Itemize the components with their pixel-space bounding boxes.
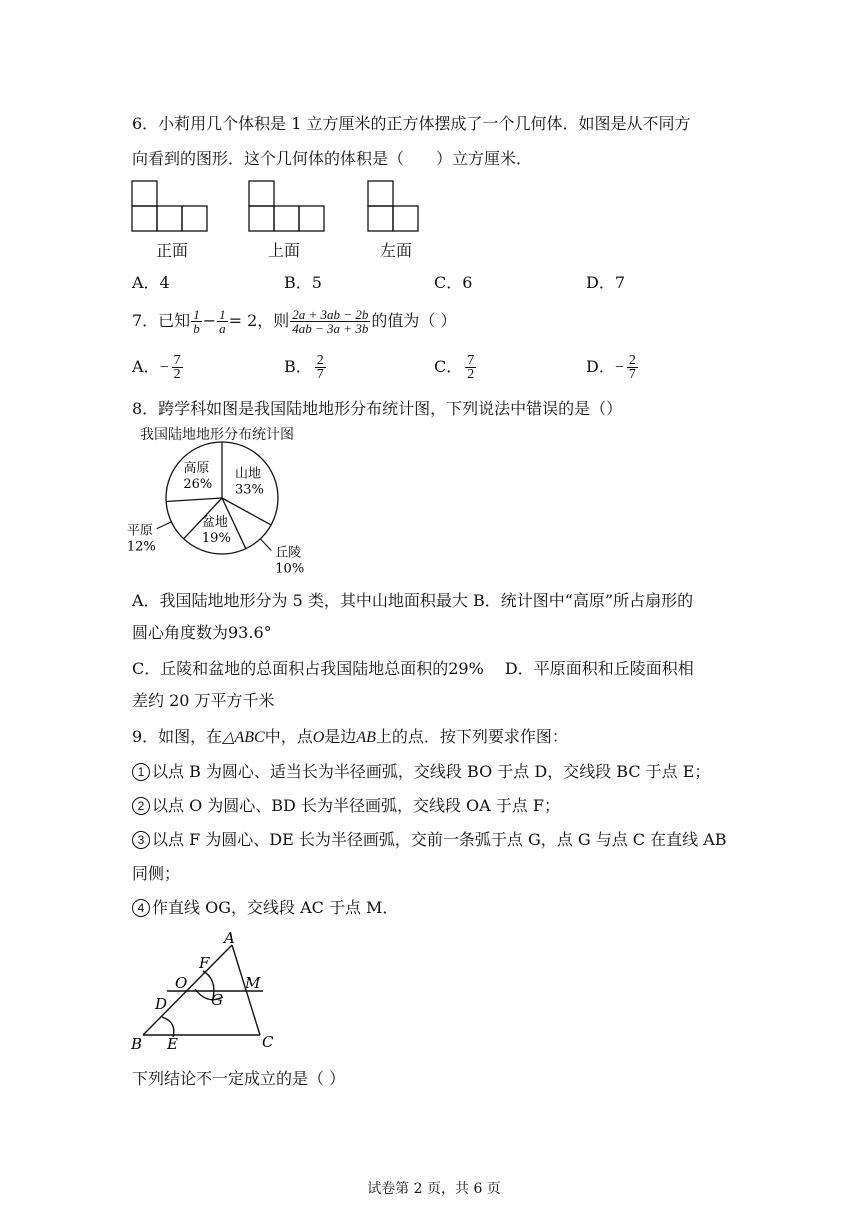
front-view-cell (132, 206, 157, 231)
q9-conclusion: 下列结论不一定成立的是（ ） (132, 1069, 346, 1088)
pie-slice-4-value: 26% (183, 476, 213, 492)
q6-views-figure (125, 175, 435, 237)
arc-de (162, 1017, 174, 1037)
q8-pie-chart (125, 440, 305, 590)
q7-stem (132, 306, 456, 336)
top-view-cell (299, 206, 324, 231)
q6-option-b: B．5 (284, 273, 322, 292)
q6-option-a: A．4 (132, 273, 170, 292)
front-view-cell (132, 181, 157, 206)
q8-option-cd-line1: C．丘陵和盆地的总面积占我国陆地总面积的29% D．平原面积和丘陵面积相 (132, 659, 694, 678)
label-m: M (245, 974, 261, 992)
q7-fraction-2: $\frac{1}{a}$ (219, 307, 226, 336)
q7-fraction-1: $\frac{1}{b}$ (193, 307, 200, 336)
label-c: C (262, 1033, 274, 1051)
label-a: A (224, 929, 235, 947)
pie-slice-2-value: 19% (201, 531, 231, 547)
top-view-label: 上面 (268, 241, 301, 260)
pie-slice-1-label: 丘陵 (275, 545, 302, 561)
q7-fraction-3: $\frac{2a + 3ab - 2b}{4ab - 3a + 3b}$ (292, 307, 369, 336)
label-e: E (167, 1035, 178, 1053)
q8-option-ab-line1: A．我国陆地地形分为 5 类，其中山地面积最大 B．统计图中“高原”所占扇形的 (132, 591, 694, 610)
page-footer: 试卷第 2 页，共 6 页 (367, 1181, 501, 1197)
label-g: G (211, 991, 223, 1009)
q7-prefix: 7．已知 (132, 311, 191, 330)
pie-slice-0-value: 33% (234, 482, 264, 498)
q8-stem: 8．跨学科如图是我国陆地地形分布统计图，下列说法中错误的是（） (132, 399, 623, 418)
q9-triangle-figure (125, 925, 285, 1055)
front-view-cell (157, 206, 182, 231)
label-b: B (131, 1035, 143, 1053)
q7-option-d: D．− $\frac{2}{7}$ (586, 353, 636, 382)
q9-step-2: 2 以点 O 为圆心、BD 长为半径画弧，交线段 OA 于点 F； (132, 795, 560, 817)
left-view-cell (368, 181, 393, 206)
q7-option-a: A．− $\frac{7}{2}$ (132, 353, 181, 382)
pie-slice-3-value: 12% (126, 539, 156, 555)
q6-stem-line2: 向看到的图形．这个几何体的体积是（ ）立方厘米． (132, 149, 533, 168)
q7-option-c: C． $\frac{7}{2}$ (434, 353, 475, 382)
label-f: F (199, 954, 210, 972)
pie-slice-3-leader (157, 522, 171, 529)
pie-slice-1-boundary (222, 498, 271, 525)
q7-equals: = 2，则 (228, 311, 290, 330)
top-view-cell (249, 206, 274, 231)
q6-option-c: C．6 (434, 273, 473, 292)
q7-option-b: B． $\frac{2}{7}$ (284, 353, 324, 382)
q8-option-ab-line2: 圆心角度数为93.6° (132, 623, 272, 642)
pie-slice-4-boundary (166, 498, 222, 502)
label-d: D (155, 995, 168, 1013)
q8-chart-title: 我国陆地地形分布统计图 (140, 427, 294, 443)
pie-slice-0-label: 山地 (234, 466, 261, 482)
pie-slice-1-value: 10% (275, 561, 305, 577)
q7-suffix: 的值为（ ） (371, 311, 457, 330)
q6-stem-line1: 6．小莉用几个体积是 1 立方厘米的正方体摆成了一个几何体．如图是从不同方 (132, 114, 691, 133)
side-ab (143, 945, 232, 1035)
left-view-cell (368, 206, 393, 231)
pie-slice-4-label: 高原 (183, 460, 210, 476)
left-view-cell (393, 206, 418, 231)
q9-step-1: 1 以点 B 为圆心、适当长为半径画弧，交线段 BO 于点 D，交线段 BC 于点 E； (132, 761, 710, 783)
q6-option-d: D．7 (586, 273, 626, 292)
q8-option-cd-line2: 差约 20 万平方千米 (132, 691, 275, 710)
q9-step-3-cont: 同侧； (132, 864, 181, 883)
left-view-label: 左面 (380, 241, 413, 260)
pie-slice-1-leader (260, 539, 271, 551)
top-view-cell (249, 181, 274, 206)
front-view-cell (182, 206, 207, 231)
label-o: O (175, 974, 188, 992)
top-view-cell (274, 206, 299, 231)
front-view-label: 正面 (156, 241, 189, 260)
q9-stem: 9．如图，在△ABC中，点O是边AB上的点．按下列要求作图： (132, 727, 568, 746)
q9-step-3: 3 以点 F 为圆心、DE 长为半径画弧，交前一条弧于点 G，点 G 与点 C 在直线 AB (132, 829, 727, 851)
q7-minus: − (202, 311, 217, 330)
pie-slice-2-label: 盆地 (201, 515, 228, 531)
q9-step-4: 4 作直线 OG，交线段 AC 于点 M． (132, 897, 398, 919)
pie-slice-3-label: 平原 (126, 523, 153, 539)
